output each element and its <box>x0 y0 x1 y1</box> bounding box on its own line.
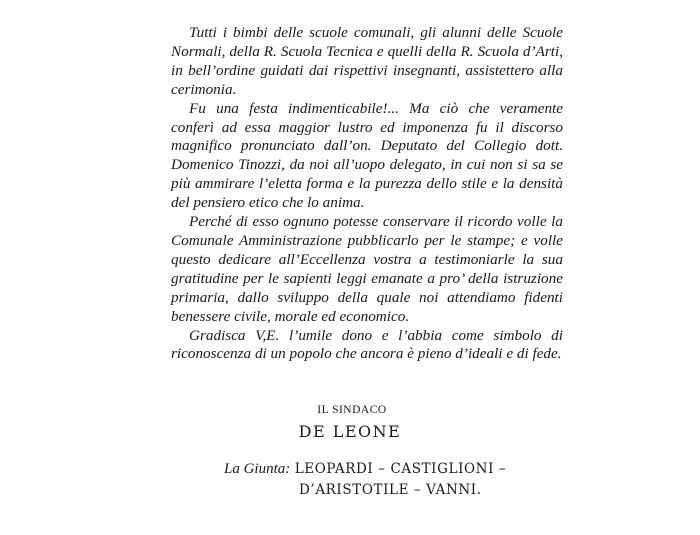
giunta-names-line2: D’ARISTOTILE – VANNI. <box>299 482 482 498</box>
paragraph-3: Perché di esso ognuno potesse conservare il ricordo volle la Comunale Amministrazione pubblicarlo per le stampe; e volle questo dedicare all’Eccellenza vostra a testimoniarle la sua gratitudine per le sapienti leggi emanate a pro’ della istruzione primaria, dallo sviluppo della quale noi attendiamo fidenti benessere civile, morale ed economico. <box>171 213 563 325</box>
signature-name: DE LEONE <box>298 422 402 441</box>
paragraph-1: Tutti i bimbi delle scuole comunali, gli alunni delle Scuole Normali, della R. Scuola Tecnica e quelli della R. Scuola d’Arti, in bell’ordine guidati dai rispettivi insegnanti, assistettero alla cerimonia. <box>171 24 563 98</box>
paragraph-2: Fu una festa indimenticabile!... Ma ciò che veramente conferì ad essa maggior lustro ed imponenza fu il discorso magnifico pronunciato dall’on. Deputato del Collegio dott. Domenico Tinozzi, da noi all’uopo delegato, in cui non si sa se più ammirare l’eletta forma e la purezza dello stile e la densità del pensiero etico che lo anima. <box>171 99 563 212</box>
giunta-block <box>224 459 544 501</box>
paragraph-4: Gradisca V,E. l’umile dono e l’abbia come simbolo di riconoscenza di un popolo che ancora è pieno d’ideali e di fede. <box>171 326 563 363</box>
signature-title: IL SINDACO <box>317 404 387 416</box>
giunta-label: La Giunta: <box>224 461 291 477</box>
giunta-names-line1: LEOPARDI – CASTIGLIONI – <box>294 461 507 477</box>
letter-body <box>171 24 563 364</box>
